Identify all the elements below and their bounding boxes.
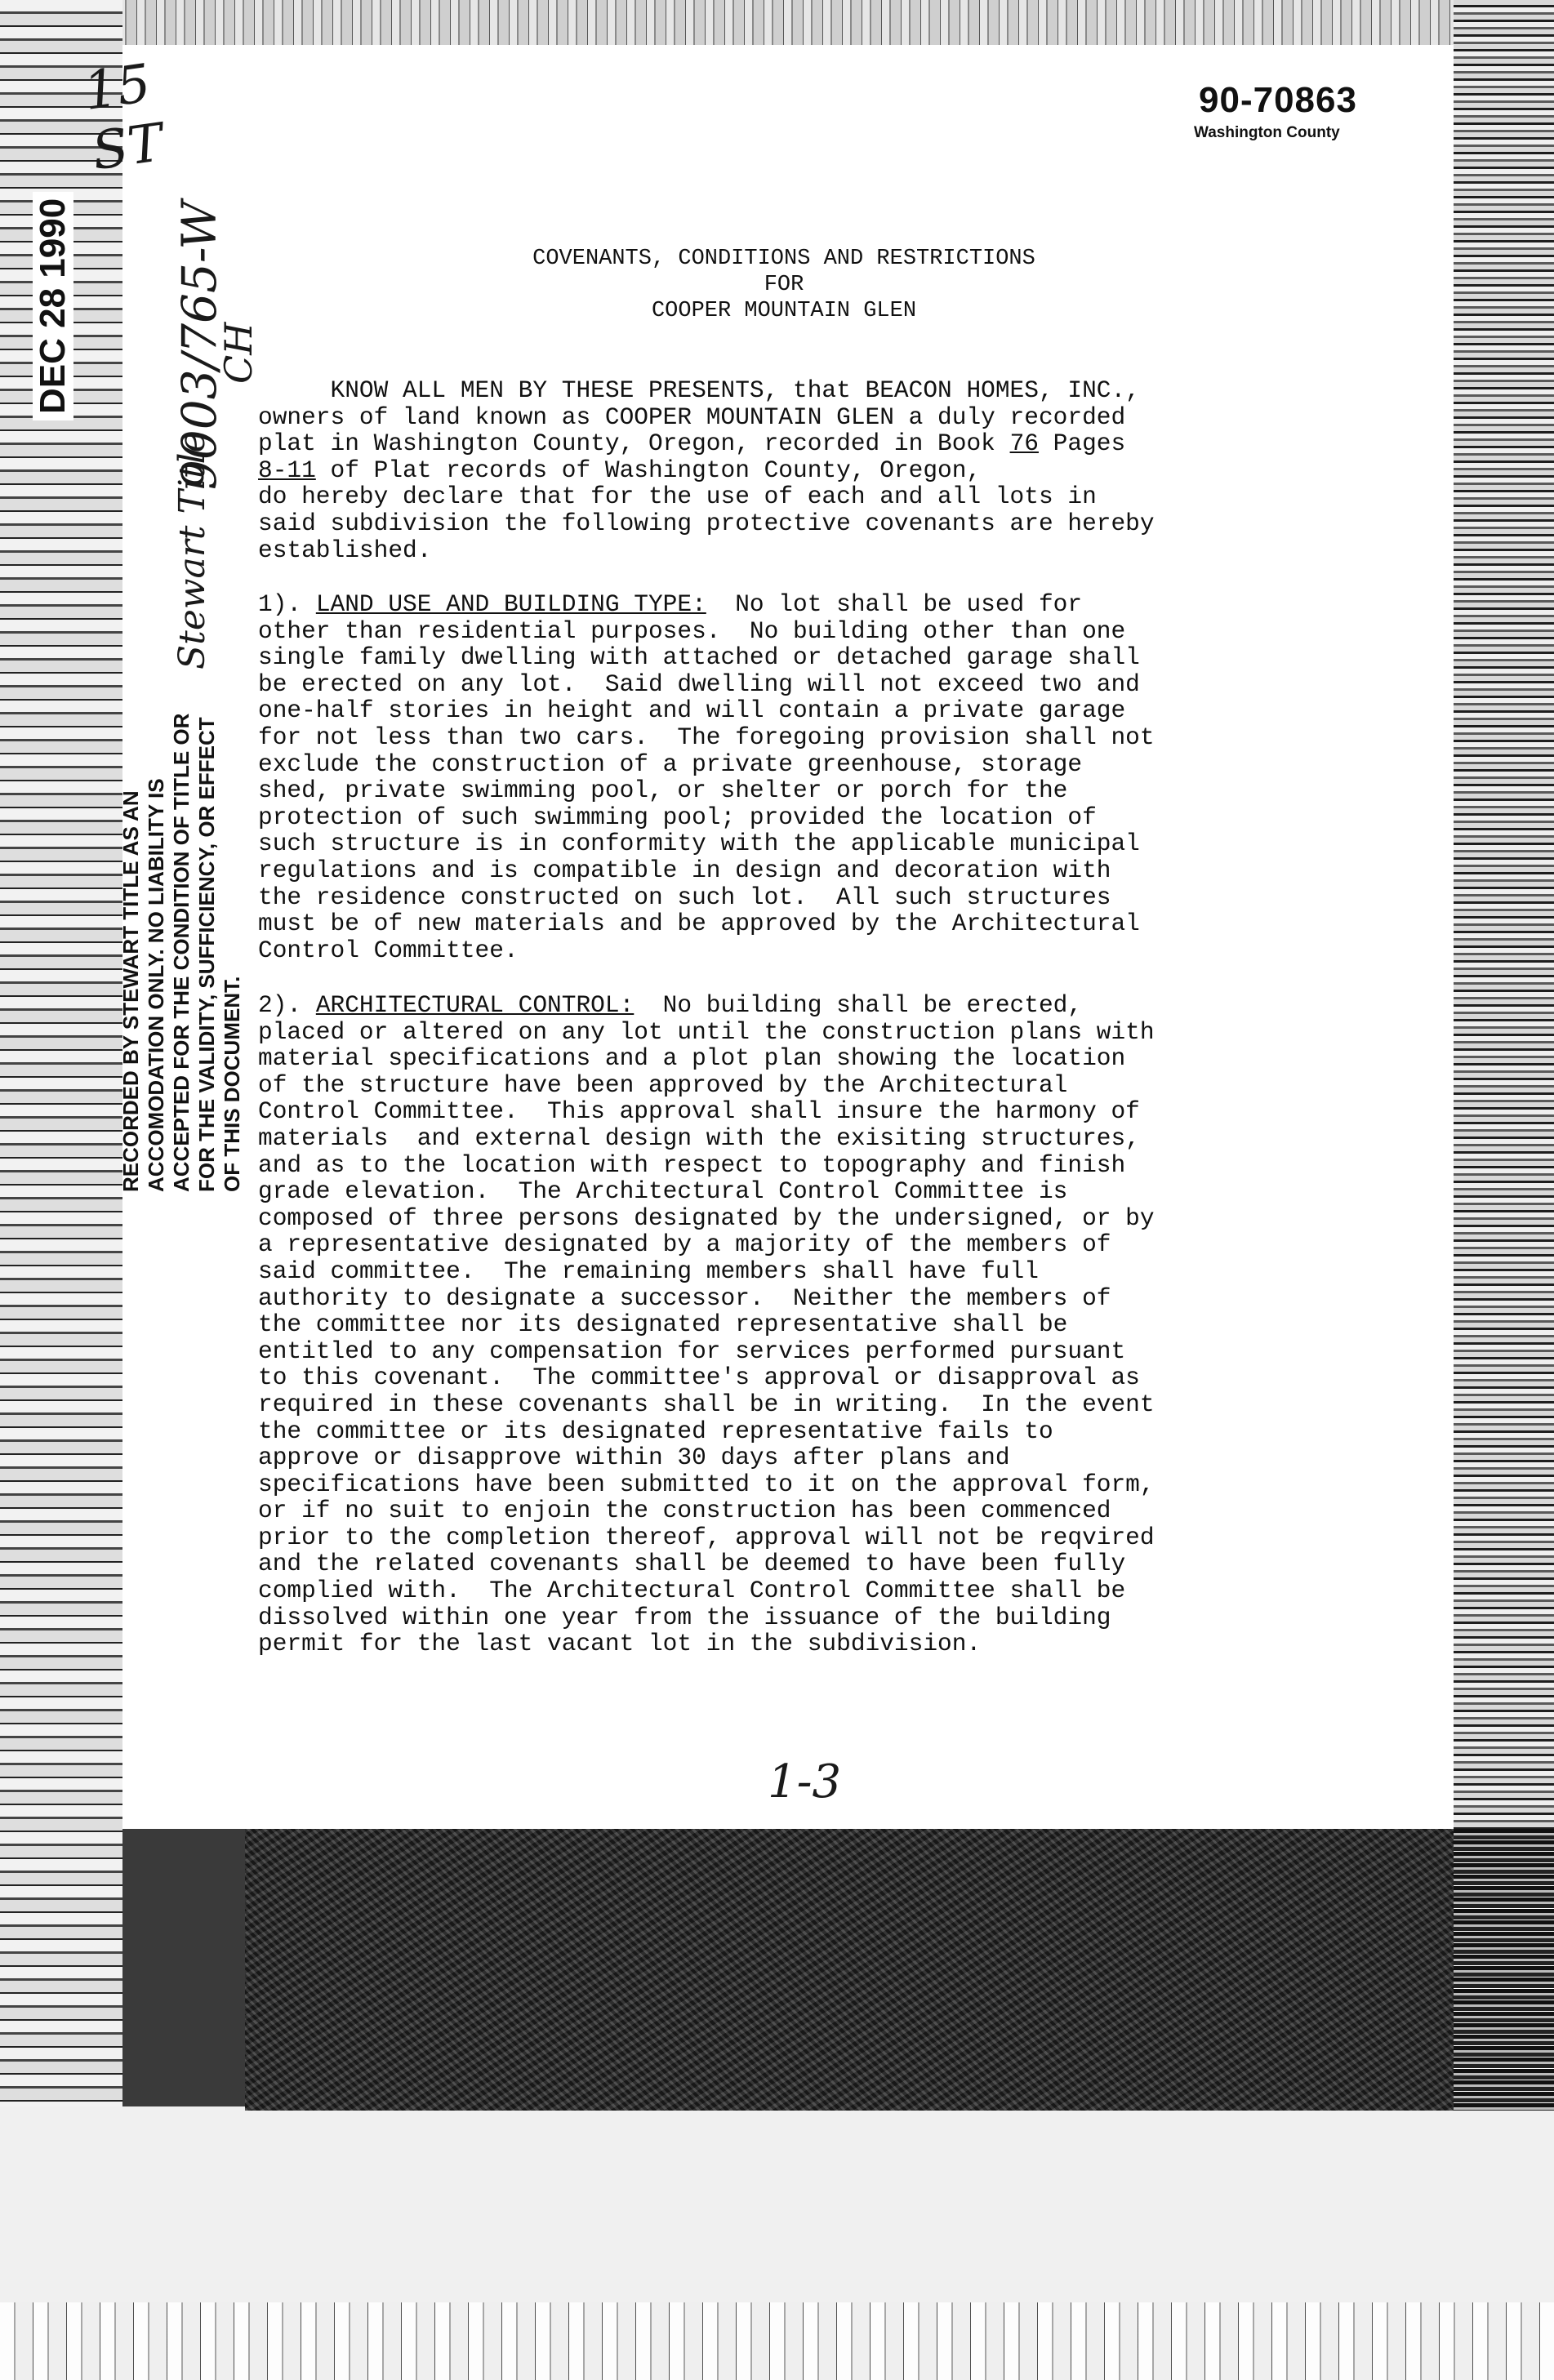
text-line: single family dwelling with attached or detached garage shall xyxy=(258,643,1140,672)
text-line: Control Committee. This approval shall insure the harmony of xyxy=(258,1097,1140,1126)
text-line: said committee. The remaining members shall have full xyxy=(258,1257,1039,1285)
text-line: owners of land known as COOPER MOUNTAIN GLEN a duly recorded xyxy=(258,403,1126,431)
text-line: and as to the location with respect to topography and finish xyxy=(258,1150,1126,1179)
text-line: the residence constructed on such lot. All such structures xyxy=(258,883,1111,911)
recorded-stamp-line: ACCEPTED FOR THE CONDITION OF TITLE OR xyxy=(169,713,194,1192)
text-fragment: Pages xyxy=(1038,429,1126,458)
text-line xyxy=(258,430,1320,457)
handwritten-reference: 9003/765-W xyxy=(171,201,227,490)
section-heading: ARCHITECTURAL CONTROL: xyxy=(315,991,635,1019)
scan-noise-strip xyxy=(0,2302,1554,2380)
text-line: materials and external design with the exisiting structures, xyxy=(258,1123,1140,1152)
text-line: established. xyxy=(258,536,432,564)
text-line: a representative designated by a majority of the members of xyxy=(258,1230,1111,1259)
text-line: regulations and is compatible in design and decoration with xyxy=(258,856,1111,884)
handwritten-mark-line2: ST xyxy=(88,112,167,183)
recorded-date-stamp: DEC 28 1990 xyxy=(33,192,73,420)
text-line xyxy=(258,457,1320,484)
text-line: other than residential purposes. No building other than one xyxy=(258,616,1126,645)
text-line: do hereby declare that for the use of each and all lots in xyxy=(258,483,1097,511)
text-line: KNOW ALL MEN BY THESE PRESENTS, that BEACON HOMES, INC., xyxy=(258,376,1140,404)
text-line: grade elevation. The Architectural Control Committee is xyxy=(258,1177,1068,1206)
text-line: shed, private swimming pool, or shelter or porch for the xyxy=(258,776,1068,805)
text-line: exclude the construction of a private greenhouse, storage xyxy=(258,750,1083,778)
book-number: 76 xyxy=(1009,429,1039,458)
page-numbers: 8-11 xyxy=(258,456,316,484)
section-2-paragraph xyxy=(258,992,1320,1657)
handwritten-initials: CH xyxy=(216,322,260,384)
scan-noise-top xyxy=(0,0,1554,49)
recorded-stamp-line: OF THIS DOCUMENT. xyxy=(220,976,244,1192)
text-line: protection of such swimming pool; provided the location of xyxy=(258,803,1097,831)
document-title-line1: COVENANTS, CONDITIONS AND RESTRICTIONS xyxy=(532,247,1035,271)
text-line: placed or altered on any lot until the construction plans with xyxy=(258,1017,1155,1046)
text-line: or if no suit to enjoin the construction has been commenced xyxy=(258,1497,1111,1525)
text-line: approve or disapprove within 30 days after plans and xyxy=(258,1444,1010,1472)
text-line: be erected on any lot. Said dwelling will not exceed two and xyxy=(258,670,1140,698)
document-title-line2: FOR xyxy=(764,273,804,297)
text-fragment: No building shall be erected, xyxy=(634,991,1083,1019)
text-line: authority to designate a successor. Neither the members of xyxy=(258,1283,1111,1312)
text-line: material specifications and a plot plan showing the location xyxy=(258,1044,1126,1073)
handwritten-page-mark: 1-3 xyxy=(768,1755,842,1808)
text-line: permit for the last vacant lot in the subdivision. xyxy=(258,1630,982,1658)
county-label: Washington County xyxy=(1194,124,1340,141)
text-line: one-half stories in height and will contain a private garage xyxy=(258,696,1126,725)
text-line: such structure is in conformity with the applicable municipal xyxy=(258,830,1140,858)
text-line: prior to the completion thereof, approval will not be reqvired xyxy=(258,1523,1155,1551)
text-fragment: plat in Washington County, Oregon, recorded in Book xyxy=(258,429,1010,458)
handwritten-mark-line1: 15 xyxy=(80,53,155,123)
text-line: and the related covenants shall be deemed to have been fully xyxy=(258,1550,1126,1578)
recorded-by-stamp xyxy=(118,713,245,1192)
text-line: specifications have been submitted to it on the approval form, xyxy=(258,1470,1155,1498)
text-line: entitled to any compensation for services performed pursuant xyxy=(258,1337,1126,1365)
text-line: said subdivision the following protective covenants are hereby xyxy=(258,509,1155,537)
section-number: 1). xyxy=(258,590,316,618)
text-line: complied with. The Architectural Control Committee shall be xyxy=(258,1577,1126,1605)
recorded-stamp-line: RECORDED BY STEWART TITLE AS AN xyxy=(118,790,143,1192)
recorded-stamp-line: FOR THE VALIDITY, SUFFICIENCY, OR EFFECT xyxy=(194,717,219,1192)
scan-dark-area xyxy=(245,1829,1454,2111)
text-line: required in these covenants shall be in writing. In the event xyxy=(258,1390,1155,1418)
text-line: the committee nor its designated representative shall be xyxy=(258,1310,1068,1339)
section-number: 2). xyxy=(258,991,316,1019)
text-fragment: No lot shall be used for xyxy=(706,590,1083,618)
text-line: for not less than two cars. The foregoing provision shall not xyxy=(258,723,1155,751)
recorded-stamp-line: ACCOMODATION ONLY. NO LIABILITY IS xyxy=(144,778,168,1192)
text-line: to this covenant. The committee's approval or disapproval as xyxy=(258,1363,1140,1392)
section-heading: LAND USE AND BUILDING TYPE: xyxy=(315,590,706,618)
text-fragment: of Plat records of Washington County, Oregon, xyxy=(315,456,982,484)
scan-dark-edge xyxy=(1454,1829,1554,2111)
section-1-paragraph xyxy=(258,591,1320,963)
text-line: composed of three persons designated by the undersigned, or by xyxy=(258,1203,1155,1232)
text-line xyxy=(258,992,1320,1019)
text-line xyxy=(258,591,1320,618)
text-line: Control Committee. xyxy=(258,936,519,964)
text-line: the committee or its designated representative fails to xyxy=(258,1417,1053,1445)
text-line: dissolved within one year from the issuance of the building xyxy=(258,1603,1111,1631)
text-line: of the structure have been approved by the Architectural xyxy=(258,1070,1068,1099)
text-line: must be of new materials and be approved by the Architectural xyxy=(258,910,1140,938)
document-title-line3: COOPER MOUNTAIN GLEN xyxy=(651,299,917,323)
intro-paragraph xyxy=(258,377,1320,563)
handwritten-title-company: Stewart Title xyxy=(171,431,213,670)
document-number: 90-70863 xyxy=(1199,80,1357,120)
